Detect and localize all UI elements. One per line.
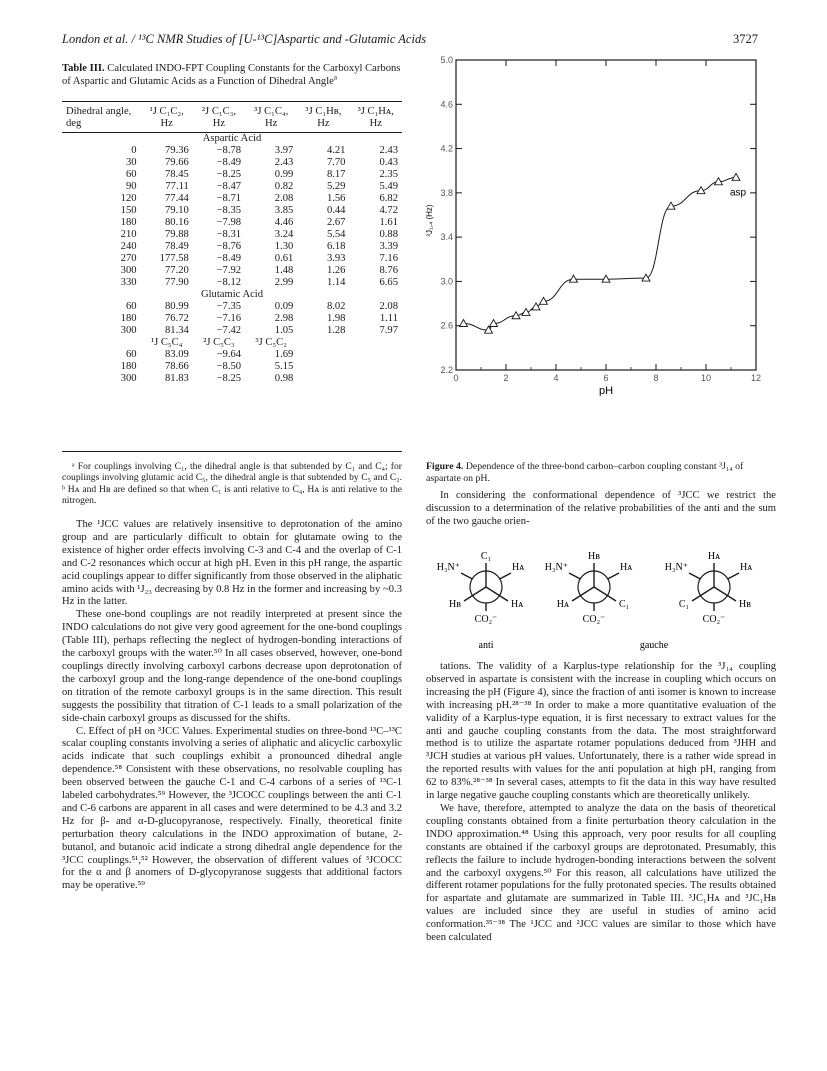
newman-substituent-label: CO₂⁻ [702, 614, 726, 625]
table-cell: 0.09 [274, 301, 294, 312]
table-cell: 300 [120, 325, 137, 336]
table-cell: 2.43 [379, 145, 398, 156]
left-column [62, 519, 402, 893]
table-cell: 5.54 [326, 229, 346, 240]
paragraph: tations. The validity of a Karplus-type relationship for the ³J₁₄ coupling observed in aspartate is consistent with the increase in coupling which occurs on increasing the pH (Figure 4), since the fraction of anti isomer is known to increase with increasing pH.²⁸⁻³⁸ In order to make a more quantitative evaluation of the validity of a Karplus-type equation, it is first necessary to extract values for the anti and gauche coupling constants from the data. The most straightforward method is to utilize the aspartate rotamer populations deduced from ³JHH and ³JCH studies at various pH values. Unfortunately, there is a rather wide spread in the reported results with values for the anti population at high pH, ranging from 62 to 83%.²⁸⁻³⁸ In several cases, attempts to fit the data in this way have resulted in large negative gauche coupling constants which are theoretically unlikely. [426, 661, 776, 802]
table-cell: 60 [125, 301, 137, 312]
table-cell: 300 [120, 265, 137, 276]
table-row [62, 145, 402, 157]
table-cell: 2.35 [379, 169, 398, 180]
table-cell: 330 [120, 277, 137, 288]
table-cell [297, 349, 349, 361]
rear-bond [689, 573, 700, 579]
table-row [62, 253, 402, 265]
table-cell: −8.50 [216, 361, 242, 372]
data-point-triangle [570, 275, 578, 282]
table-subheader-cell [349, 337, 402, 349]
table-cell: 180 [120, 313, 137, 324]
newman-substituent-label: Hʙ [588, 551, 600, 562]
x-tick-label: 6 [603, 373, 609, 383]
table-row [62, 301, 402, 313]
table-cell: 3.93 [326, 253, 346, 264]
y-tick-label: 2.2 [440, 365, 453, 375]
y-tick-label: 3.8 [440, 187, 453, 198]
table-cell: 78.66 [164, 361, 189, 372]
table-row [62, 205, 402, 217]
table-header-cell: ³J C₁Hʙ, Hz [297, 106, 349, 133]
paragraph: We have, therefore, attempted to analyze the data on the basis of theoretical coupling constants obtained from a finite perturbation theory calculation in the INDO approximation.⁴⁸ Using this approach, very poor results for all coupling constants are obtained if the carboxyl groups are deprotonated. Presumably, this reflects the failure to include hydrogen-bonding interactions between the solvent and the carboxyl oxygens.⁵⁰ For this reason, all calculations have utilized the different rotamer populations for the fully protonated species. The results obtained for aspartate and glutamate are summarized in Table III. ³JC₁Hᴀ and ³JC₁Hʙ values are included since they are useful in studies of amino acid conformation.³⁵⁻³⁸ The ¹JCC and ²JCC values are similar to those which have been calculated [426, 802, 776, 944]
table-header-cell: Dihedral angle, deg [62, 106, 141, 133]
table-cell: −7.92 [216, 265, 242, 276]
table-cell: 1.98 [326, 313, 346, 324]
table-section-title: Aspartic Acid [202, 133, 262, 144]
table-cell: 0.43 [379, 157, 398, 168]
table-cell: 1.28 [326, 325, 346, 336]
table-cell: 1.30 [274, 241, 294, 252]
table-cell: −7.16 [216, 313, 242, 324]
figure-caption [426, 461, 776, 484]
table-cell: 7.16 [379, 253, 398, 264]
table-cell: −8.31 [216, 229, 242, 240]
table-cell: 0.82 [274, 181, 294, 192]
table-cell [349, 361, 402, 373]
table-cell: 1.11 [379, 313, 398, 324]
table-section-row [62, 289, 402, 301]
table-cell [349, 373, 402, 385]
table-subheader-cell: ²J C₅C₃ [203, 337, 235, 348]
newman-substituent-label: C₁ [480, 551, 492, 562]
y-tick-label: 4.2 [440, 143, 453, 154]
rear-bond [608, 573, 619, 579]
data-point-triangle [732, 173, 740, 180]
x-tick-label: 12 [750, 373, 762, 383]
table-cell: −8.78 [216, 145, 242, 156]
newman-substituent-label: Hᴀ [620, 562, 633, 573]
newman-substituent-label: H₃N⁺ [436, 562, 460, 573]
x-tick-label: 10 [700, 373, 712, 383]
newman-substituent-label: Hᴀ [511, 599, 524, 610]
table-cell: −8.71 [216, 193, 242, 204]
table-cell: 1.56 [326, 193, 346, 204]
table-cell: 79.88 [164, 229, 189, 240]
table-cell: 90 [125, 181, 137, 192]
table-cell: 3.85 [274, 205, 294, 216]
table-header-cell: ¹J C₁C₂, Hz [141, 106, 193, 133]
table-cell: 1.14 [326, 277, 346, 288]
table-cell: 0.88 [379, 229, 398, 240]
table-cell: 3.24 [274, 229, 294, 240]
table-cell: 60 [125, 349, 137, 360]
newman-substituent-label: Hᴀ [707, 551, 721, 562]
table-header-cell: ²J C₁C₃, Hz [193, 106, 245, 133]
table-section-title: Glutamic Acid [200, 289, 264, 300]
newman-substituent-label: Hᴀ [740, 562, 753, 573]
table-cell: −9.64 [216, 349, 242, 360]
table-cell: −8.12 [216, 277, 242, 288]
newman-substituent-label: CO₂⁻ [582, 614, 606, 625]
running-title: London et al. / ¹³C NMR Studies of [U-¹³C]Aspartic and -Glutamic Acids [62, 32, 427, 46]
x-axis-label: pH [598, 385, 614, 396]
plot-frame [456, 60, 756, 370]
table-row [62, 313, 402, 325]
table-cell: −7.42 [216, 325, 242, 336]
table-cell: 6.18 [326, 241, 346, 252]
table-top-rule [62, 101, 402, 102]
table-cell: 4.46 [274, 217, 294, 228]
paragraph: The ¹JCC values are relatively insensitive to deprotonation of the amino group and are particularly difficult to obtain for glutamate owing to the existence of higher order effects involving C-3 and C-4 and the overlap of C-1 and C-2 resonances which occur at high pH. Even in this pH range, the aspartic acid couplings appear to differ significantly from those observed in the aliphatic amino acids with ¹J₂₃ decreasing by 0.8 Hz in the former and increasing by ~0.3 Hz in the latter. [62, 519, 402, 608]
table-header-row [62, 106, 402, 133]
table-iii [62, 106, 402, 385]
table-row [62, 361, 402, 373]
table-cell: −8.76 [216, 241, 242, 252]
table-cell: 8.17 [326, 169, 346, 180]
table-cell: −7.35 [216, 301, 242, 312]
table-section-row [62, 133, 402, 146]
table-cell: 150 [120, 205, 137, 216]
table-cell: −8.47 [216, 181, 242, 192]
table-row [62, 169, 402, 181]
table-cell: 2.08 [274, 193, 294, 204]
table-cell: 6.82 [379, 193, 398, 204]
table-header-cell: ³J C₁Hᴀ, Hz [349, 106, 402, 133]
table-cell: 79.10 [164, 205, 189, 216]
table-cell: −8.35 [216, 205, 242, 216]
newman-substituent-label: CO₂⁻ [474, 614, 498, 625]
table-cell: 0.61 [274, 253, 294, 264]
series-annotation: asp [730, 187, 747, 199]
table-cell: 1.69 [274, 349, 294, 360]
table-row [62, 325, 402, 337]
table-cell: 8.76 [379, 265, 398, 276]
table-cell: 1.05 [274, 325, 294, 336]
table-cell: 77.11 [165, 181, 189, 192]
table-cell: 177.58 [159, 253, 189, 264]
table-subheader-cell [62, 337, 141, 349]
table-cell: 78.45 [164, 169, 189, 180]
x-tick-label: 2 [503, 373, 509, 383]
table-bottom-rule [62, 451, 402, 452]
table-cell: 240 [120, 241, 137, 252]
y-axis-label: ³J₁,₄ (Hz) [425, 204, 434, 237]
table-cell: −8.49 [216, 253, 242, 264]
paragraph: In considering the conformational dependence of ³JCC we restrict the discussion to a determination of the relative probabilities of the anti and the sum of the two gauche orien- [426, 490, 776, 527]
table-cell [297, 361, 349, 373]
table-caption [62, 63, 402, 88]
table-cell: 0.99 [274, 169, 294, 180]
table-cell: −8.25 [216, 373, 242, 384]
table-cell: 77.90 [164, 277, 189, 288]
table-cell: 2.43 [274, 157, 294, 168]
x-tick-label: 0 [453, 373, 459, 383]
table-cell: 0 [131, 145, 137, 156]
table-cell: 6.65 [379, 277, 398, 288]
table-row [62, 181, 402, 193]
newman-substituent-label: Hʙ [739, 599, 751, 610]
table-cell: 2.98 [274, 313, 294, 324]
table-label: Table III. [62, 63, 105, 74]
x-tick-label: 8 [653, 373, 659, 383]
table-cell: −7.98 [216, 217, 242, 228]
anti-label: anti [478, 640, 494, 651]
table-cell: 78.49 [164, 241, 189, 252]
table-cell: 8.02 [326, 301, 346, 312]
table-cell: 270 [120, 253, 137, 264]
table-row [62, 229, 402, 241]
table-cell: 180 [120, 217, 137, 228]
table-cell: 1.26 [326, 265, 346, 276]
table-cell: 1.48 [274, 265, 294, 276]
table-cell: 2.08 [379, 301, 398, 312]
newman-substituent-label: Hʙ [449, 599, 461, 610]
rear-bond [728, 573, 739, 579]
table-cell: −8.25 [216, 169, 242, 180]
table-cell: 81.34 [164, 325, 189, 336]
table-cell: 60 [125, 169, 137, 180]
table-subheader-cell [297, 337, 349, 349]
table-cell: 7.97 [379, 325, 398, 336]
x-tick-label: 4 [553, 373, 559, 383]
paragraph: C. Effect of pH on ³JCC Values. Experimental studies on three-bond ¹³C–¹³C scalar coupling constants involving a series of aliphatic and alicyclic carboxylic acids indicate that such couplings exhibit a pronounced dihedral angle dependence.⁵⁸ Consistent with these observations, no resolvable coupling has been observed between the gauche C-1 and C-4 carbons of a series of ¹³C-1 labeled carbohydrates.⁵⁹ However, the ³JCOCC couplings between the anti C-1 and C-6 carbons are apparent in all cases and were determined to be 4.3 and 3.2 Hz for β- and α-D-glucopyranose, respectively. Finally, theoretical finite perturbation theory calculations in the INDO approximation of butane, 2-butanol, and butanoic acid indicate a strong dihedral angle dependence for the ³JCC couplings.⁵¹,⁵² However, the observation of different values of ³JCOCC for the α and β anomers of D-glycopyranose suggests that additional factors may be operative.⁵⁹ [62, 725, 402, 892]
table-cell: 300 [120, 373, 137, 384]
table-row [62, 157, 402, 169]
table-row [62, 277, 402, 289]
paragraph: These one-bond couplings are not readily interpreted at present since the INDO calculations do not give very good agreement for the one-bond couplings (Table III), perhaps reflecting the neglect of hydrogen-bonding interactions of the carboxyl groups with the water.⁵⁰ In all cases observed, however, one-bond couplings directly involving carboxyl carbons decrease upon deprotonation of the carboxyl group and the long-range dependence of the one-bond couplings on titration of the remote carboxyl groups is in the same direction. This result suggests the possibility that titration of C-1 leads to a small polarization of the side-chain carboxyl groups as discussed for the shifts. [62, 609, 402, 724]
y-tick-label: 2.6 [440, 320, 453, 331]
table-cell: 77.44 [164, 193, 189, 204]
table-cell [297, 373, 349, 385]
table-row [62, 217, 402, 229]
newman-substituent-label: H₃N⁺ [664, 562, 688, 573]
figure-4-chart [416, 56, 776, 396]
table-cell: 2.99 [274, 277, 294, 288]
page-number: 3727 [733, 32, 758, 46]
table-cell: 0.44 [326, 205, 346, 216]
table-cell: 30 [125, 157, 137, 168]
newman-substituent-label: Hᴀ [512, 562, 525, 573]
table-cell [349, 349, 402, 361]
table-cell: 2.67 [326, 217, 346, 228]
table-row [62, 373, 402, 385]
newman-substituent-label: H₃N⁺ [544, 562, 568, 573]
table-cell: 5.49 [379, 181, 398, 192]
right-column-top [426, 490, 776, 529]
table-cell: 180 [120, 361, 137, 372]
rear-bond [461, 573, 472, 579]
table-row [62, 241, 402, 253]
table-cell: 81.83 [164, 373, 189, 384]
y-tick-label: 5.0 [440, 56, 453, 65]
table-cell: 1.61 [379, 217, 398, 228]
table-cell: 79.66 [164, 157, 189, 168]
table-subheader-row [62, 337, 402, 349]
table-cell: 210 [120, 229, 137, 240]
table-cell: 80.16 [164, 217, 189, 228]
table-cell: −8.49 [216, 157, 242, 168]
table-caption-text: Calculated INDO-FPT Coupling Constants for the Carboxyl Carbons of Aspartic and Glutamic Acids as a Function of Dihedral Angle [62, 63, 401, 87]
table-subheader-cell: ¹J C₅C₄ [150, 337, 183, 348]
table-cell: 4.21 [326, 145, 346, 156]
rear-bond [569, 573, 580, 579]
data-point-triangle [642, 274, 650, 281]
table-footnote-text: ᵃ For couplings involving C₁, the dihedral angle is that subtended by C₁ and C₄; for couplings involving glutamic acid C₅, the dihedral angle is that subtended by C₅ and C₂. ᵇ Hᴀ and Hʙ are defined so that when C₁ is anti relative to C₄, Hᴀ is anti relative to the nitrogen. [62, 461, 402, 507]
right-column-bottom [426, 661, 776, 945]
table-cell: 3.39 [379, 241, 398, 252]
y-tick-label: 3.0 [440, 276, 453, 287]
table-cell: 80.99 [164, 301, 189, 312]
table-header-cell: ³J C₁C₄, Hz [245, 106, 297, 133]
table-cell: 120 [120, 193, 137, 204]
table-cell: 4.72 [379, 205, 398, 216]
figure-label: Figure 4. [426, 461, 464, 472]
table-cell: 79.36 [164, 145, 189, 156]
table-row [62, 349, 402, 361]
table-cell: 7.70 [326, 157, 346, 168]
gauche-label: gauche [639, 640, 669, 651]
table-cell: 77.20 [164, 265, 189, 276]
table-cell: 5.15 [274, 361, 294, 372]
newman-substituent-label: Hᴀ [556, 599, 569, 610]
table-footnote [62, 461, 402, 507]
table-cell: 83.09 [164, 349, 189, 360]
table-cell: 0.98 [274, 373, 294, 384]
newman-substituent-label: C₁ [678, 599, 689, 610]
newman-substituent-label: C₁ [619, 599, 630, 610]
series-line [464, 177, 737, 330]
y-tick-label: 3.4 [440, 232, 453, 243]
table-row [62, 193, 402, 205]
table-row [62, 265, 402, 277]
table-cell: 76.72 [164, 313, 189, 324]
figure-caption-text: Dependence of the three-bond carbon–carbon coupling constant ³J₁₄ of aspartate on pH. [426, 461, 744, 484]
rear-bond [500, 573, 511, 579]
table-cell: 5.29 [326, 181, 346, 192]
y-tick-label: 4.6 [440, 99, 453, 110]
data-point-triangle [460, 320, 468, 327]
newman-projections [426, 545, 776, 655]
table-caption-mark: a [333, 73, 337, 82]
table-subheader-cell: ³J C₅C₂ [255, 337, 287, 348]
data-point-triangle [532, 303, 540, 310]
table-cell: 3.97 [274, 145, 294, 156]
